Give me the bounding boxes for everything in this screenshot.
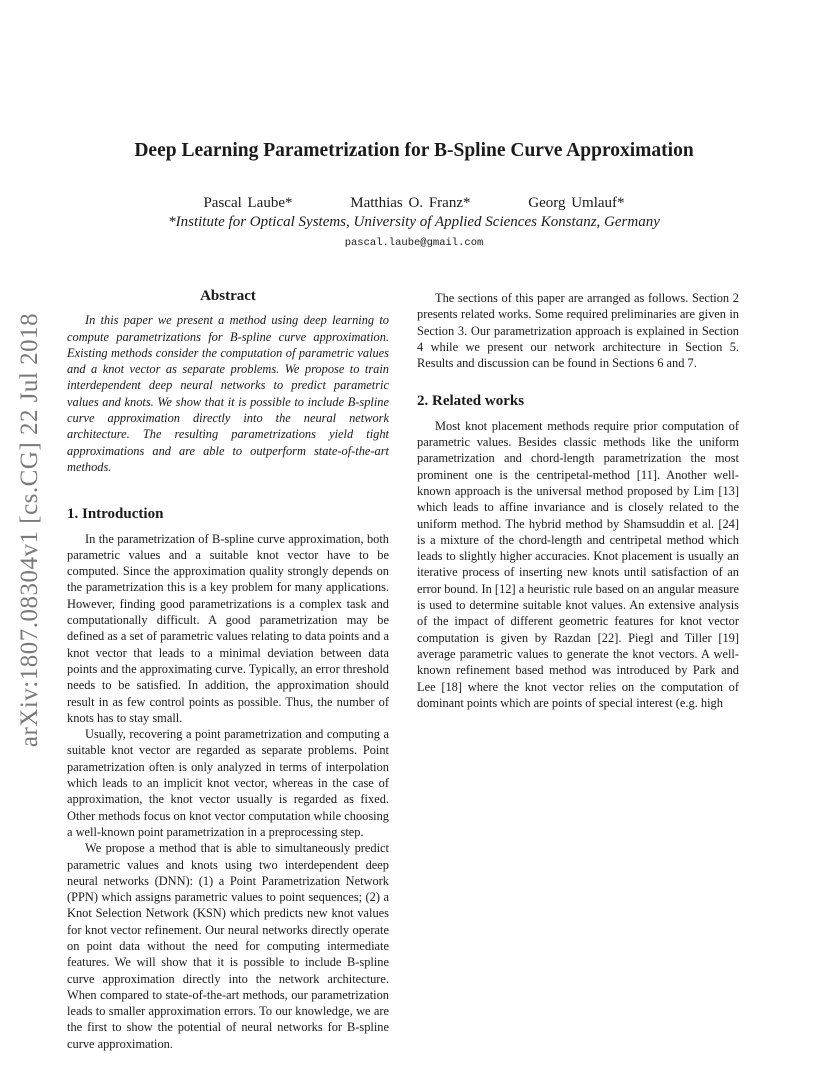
right-column [417,290,739,711]
introduction-heading: 1. Introduction [67,506,164,523]
author-list [0,195,828,212]
author-name: Georg Umlauf* [528,195,625,211]
author-email: pascal.laube@gmail.com [344,237,484,249]
abstract-text: In this paper we present a method using deep learning to compute parametrizations for B-spline curve approximation. Existing methods consider the computation of parametric values and a knot vector as separate problems. We propose to train interdependent deep neural networks to predict parametric values and knots. We show that it is possible to include B-spline curve approximation directly into the neural network architecture. The resulting parametrizations yield tight approximations and are able to outperform state-of-the-art methods. [67,313,389,474]
arxiv-identifier-text: arXiv:1807.08304v1 [cs.CG] 22 Jul 2018 [16,312,43,748]
paper-title: Deep Learning Parametrization for B-Spline Curve Approximation [134,140,694,161]
arxiv-identifier-stamp [12,295,48,765]
related-works-heading: 2. Related works [417,393,525,410]
body-paragraph: In the parametrization of B-spline curve approximation, both parametric values and a suitable knot vector have to be computed. Since the approximation quality strongly depends on the parametrization this is a key problem for many applications. However, finding good parametrizations is a complex task and computationally difficult. A good parametrization may be defined as a set of parametric values relating to data points and a knot vector that leads to a minimal deviation between data points and the approximating curve. Typically, an error threshold needs to be satisfied. In addition, the approximation should result in as few control points as possible. Thus, the number of knots has to stay small. [67,531,389,725]
body-paragraph: Most knot placement methods require prior computation of parametric values. Besides classic methods like the uniform parametrization and chord-length parametrization the most prominent one is the centripetal-method [11]. Another well-known approach is the universal method proposed by Lim [13] which leads to affine invariance and is closely related to the uniform method. The hybrid method by Shamsuddin et al. [24] is a mixture of the chord-length and centripetal method which leads to slightly higher accuracies. Knot placement is usually an iterative process of inserting new knots until satisfaction of an error bound. In [12] a heuristic rule based on an angular measure is used to determine suitable knot values. An extensive analysis of the impact of different geometric features for knot vector computation is given by Razdan [22]. Piegl and Tiller [19] average parametric values to generate the knot vectors. A well-known refinement based method was introduced by Park and Lee [18] where the knot vector relies on the computation of dominant points which are points of special interest (e.g. high [417,418,739,710]
body-paragraph: We propose a method that is able to simultaneously predict parametric values and knots using two interdependent deep neural networks (DNN): (1) a Point Parametrization Network (PPN) which assigns parametric values to point sequences; (2) a Knot Selection Network (KSN) which predicts new knot values for knot vector refinement. Our neural networks directly operate on point data without the need for computing intermediate features. We will show that it is possible to include B-spline curve approximation directly into the network architecture. When compared to state-of-the-art methods, our parametrization leads to smaller approximation errors. To our knowledge, we are the first to show the potential of neural networks for B-spline curve approximation. [67,841,389,1051]
author-name: Pascal Laube* [203,195,293,211]
abstract-heading: Abstract [200,288,256,304]
left-column [67,288,389,1052]
body-paragraph: Usually, recovering a point parametrization and computing a suitable knot vector are regarded as separate problems. Point parametrization often is only analyzed in terms of interpolation which leads to an implicit knot vector, whereas in the case of approximation, the knot vector usually is regarded as fixed. Other methods focus on knot vector computation while choosing a well-known point parametrization in a preprocessing step. [67,727,389,839]
body-paragraph: The sections of this paper are arranged as follows. Section 2 presents related works. Some required preliminaries are given in Section 3. Our parametrization approach is explained in Section 4 while we present our network architecture in Section 5. Results and discussion can be found in Sections 6 and 7. [417,291,739,371]
author-affiliation: *Institute for Optical Systems, University of Applied Sciences Konstanz, Germany [168,214,660,230]
author-name: Matthias O. Franz* [350,195,471,211]
